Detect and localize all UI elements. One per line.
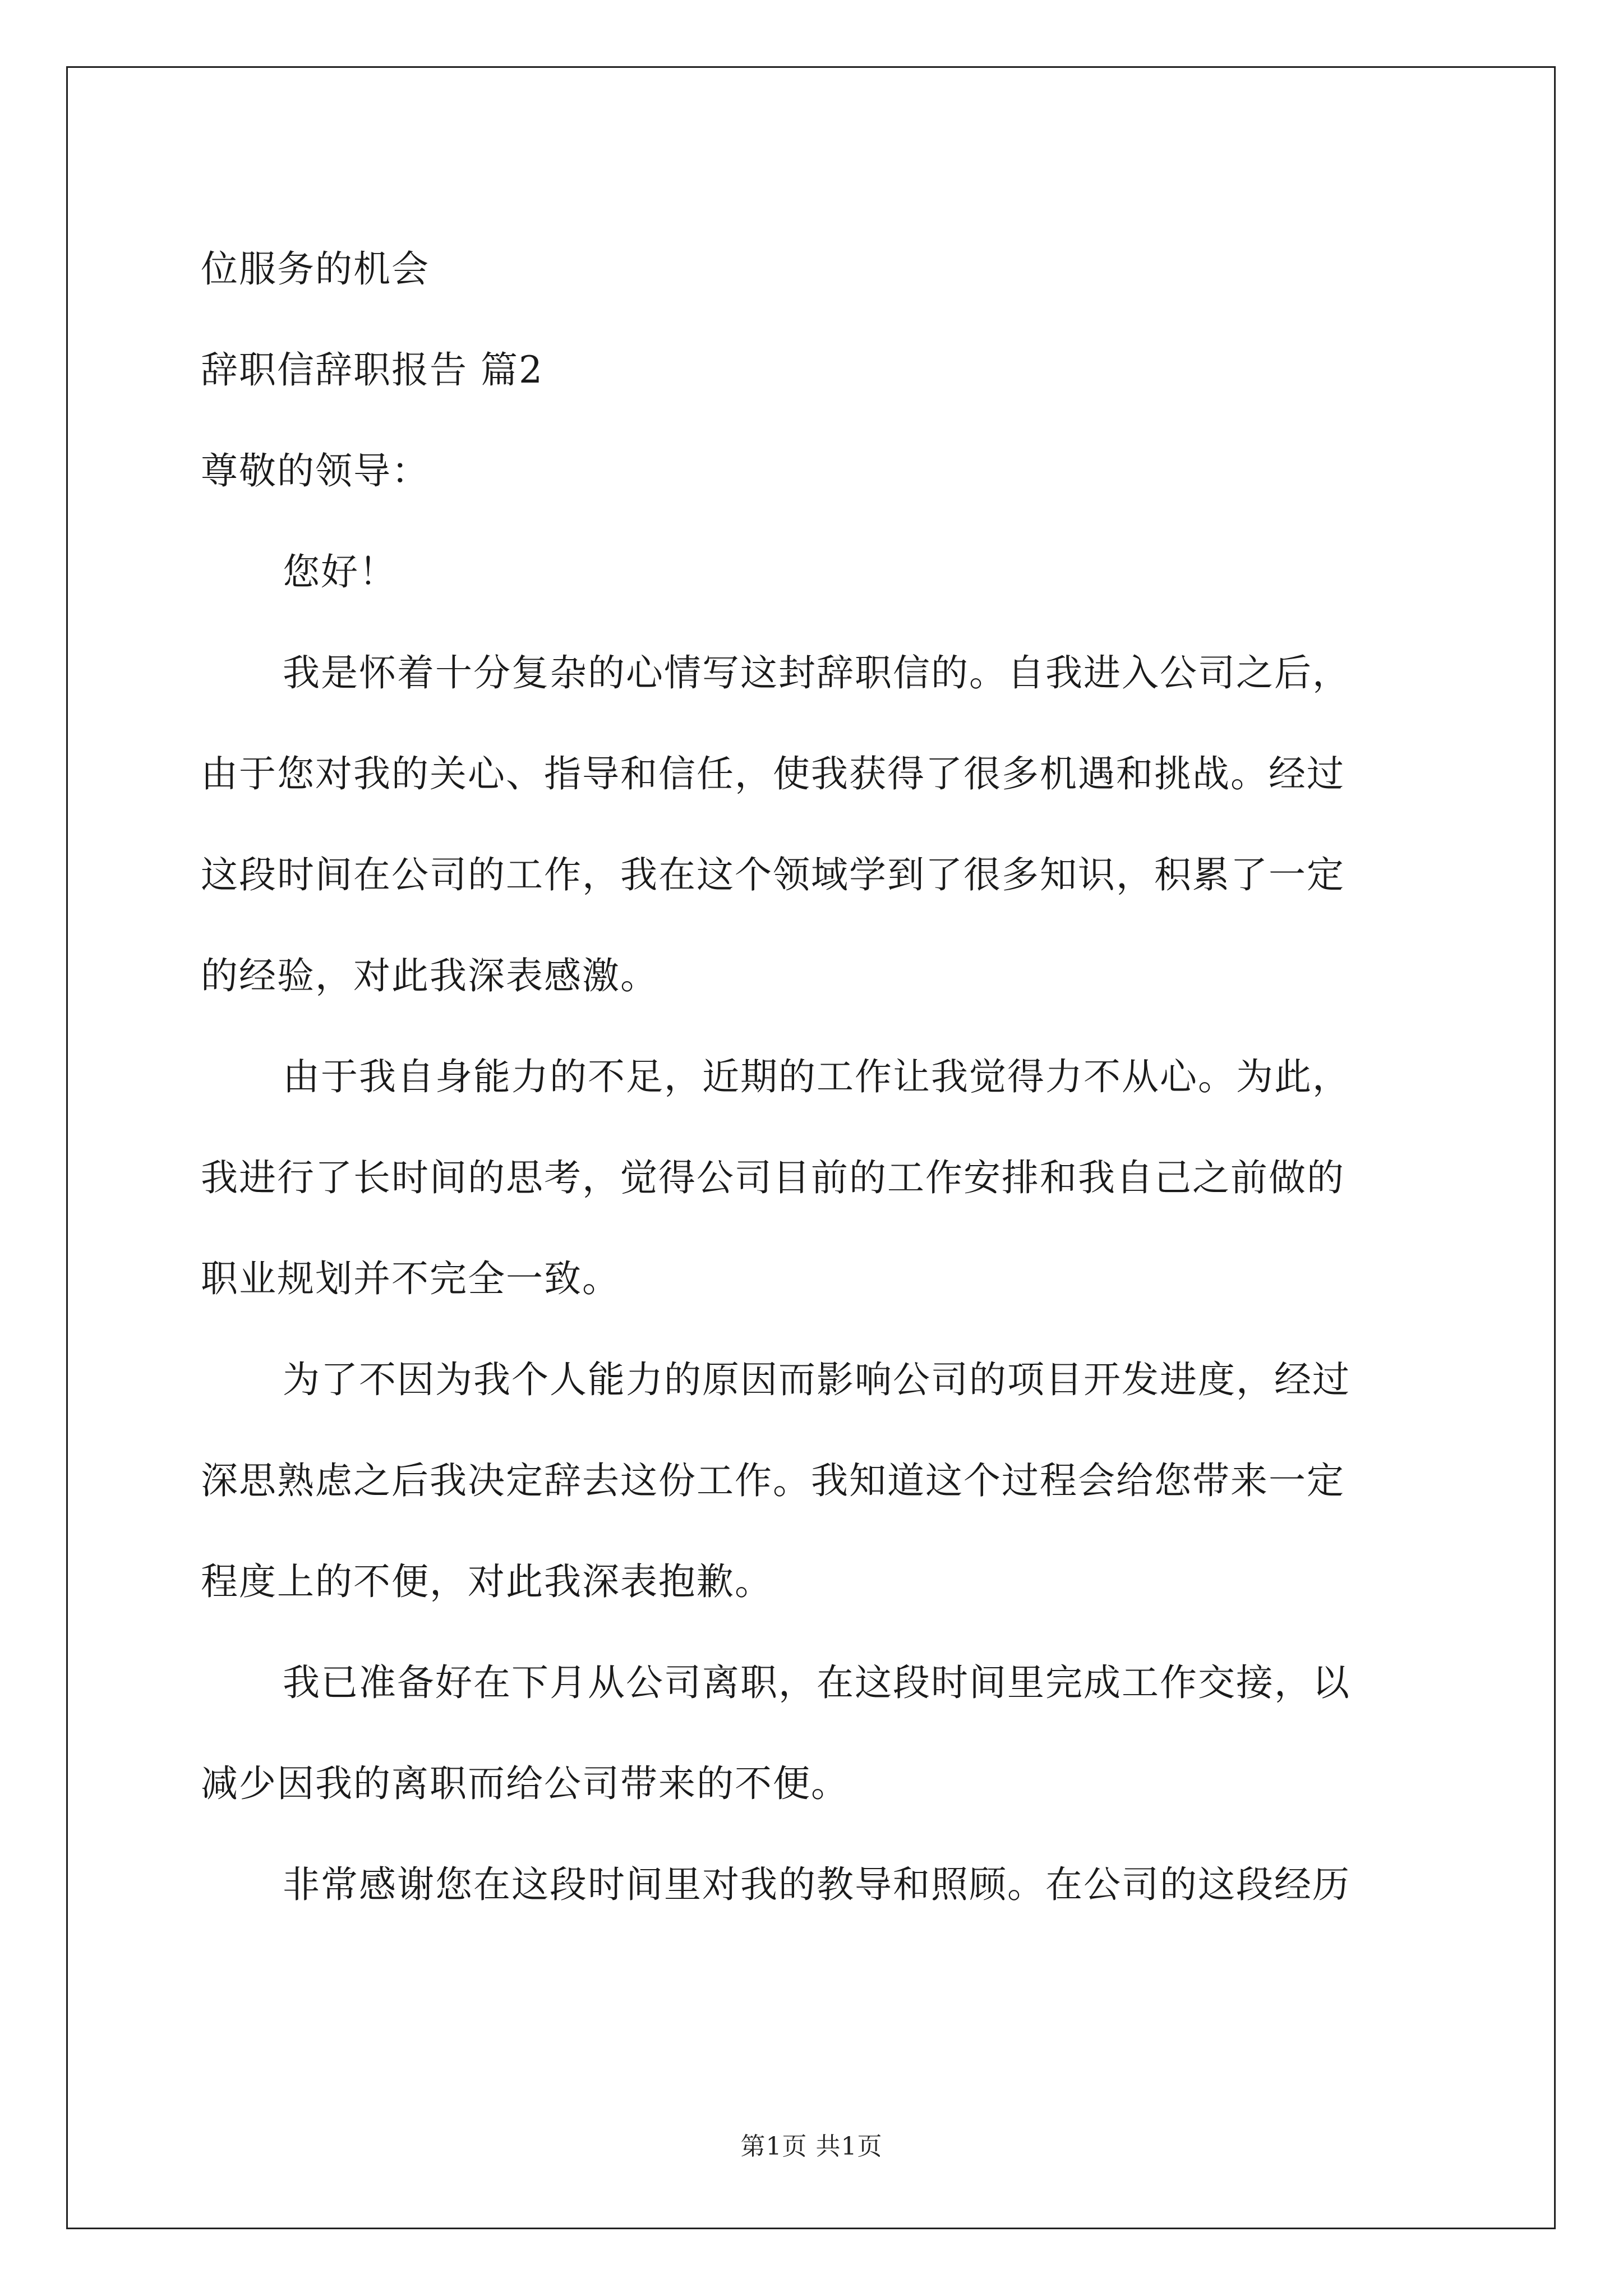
section-heading: 辞职信辞职报告 篇2 [201,348,543,392]
text-line: 由于我自身能力的不足，近期的工作让我觉得力不从心。为此， [283,1055,1350,1098]
text-line: 我已准备好在下月从公司离职，在这段时间里完成工作交接，以 [283,1661,1350,1704]
text-line: 由于您对我的关心、指导和信任，使我获得了很多机遇和挑战。经过 [201,752,1345,795]
page-number-footer: 第1页 共1页 [740,2132,883,2161]
text-line: 我进行了长时间的思考，觉得公司目前的工作安排和我自己之前做的 [201,1156,1345,1199]
text-line: 职业规划并不完全一致。 [201,1257,620,1300]
text-line: 深思熟虑之后我决定辞去这份工作。我知道这个过程会给您带来一定 [201,1459,1345,1502]
text-line: 位服务的机会 [201,247,430,291]
text-line: 我是怀着十分复杂的心情写这封辞职信的。自我进入公司之后， [283,651,1350,694]
salutation: 尊敬的领导： [201,449,430,493]
greeting: 您好！ [283,550,397,593]
text-line: 非常感谢您在这段时间里对我的教导和照顾。在公司的这段经历 [283,1863,1350,1906]
text-line: 这段时间在公司的工作，我在这个领域学到了很多知识，积累了一定 [201,853,1345,896]
text-line: 的经验，对此我深表感激。 [201,954,658,997]
document-body [201,219,1423,1935]
text-line: 程度上的不便，对此我深表抱歉。 [201,1560,773,1603]
text-line: 为了不因为我个人能力的原因而影响公司的项目开发进度，经过 [283,1358,1350,1401]
text-line: 减少因我的离职而给公司带来的不便。 [201,1762,849,1805]
